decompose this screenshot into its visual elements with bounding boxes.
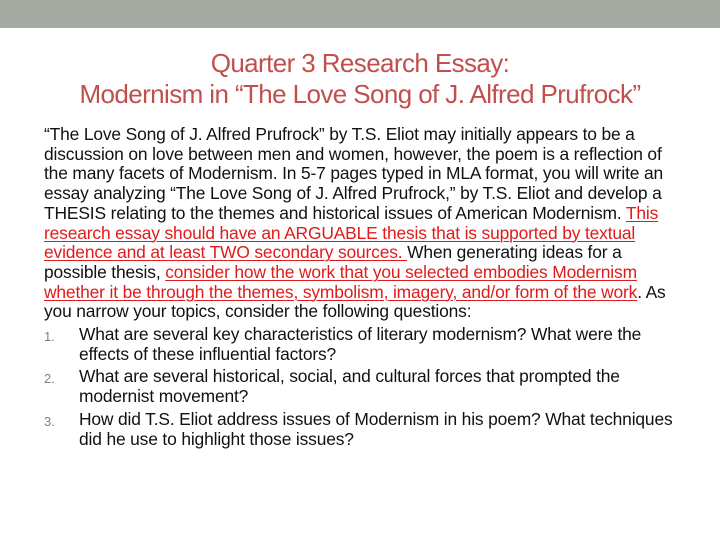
intro-paragraph — [44, 125, 684, 322]
list-item — [44, 367, 684, 406]
question-list — [44, 325, 684, 449]
intro-text-3: . As you narrow your topics, consider the following questions: — [44, 281, 666, 322]
intro-text-2: When generating ideas for a possible thesis, — [44, 242, 622, 282]
list-item-number: 2. — [44, 371, 55, 387]
intro-text-1: “The Love Song of J. Alfred Prufrock” by T.S. Eliot may initially appears to be a discussion on love between men and women, however, the poem is a reflection of the many facets of Modernism. In 5-7 pages typed in MLA format, you will write an essay analyzing “The Love Song of J. Alfred Prufrock,” by T.S. Eliot and develop a THESIS relating to the themes and historical issues of American Modernism. — [44, 124, 664, 223]
list-item-text: What are several key characteristics of literary modernism? What were the effects of these influential factors? — [79, 324, 642, 364]
list-item — [44, 325, 684, 364]
highlighted-instruction: consider how the work that you selected embodies Modernism whether it be through the themes, symbolism, imagery, and/or form of the work — [44, 261, 638, 302]
list-item — [44, 410, 684, 449]
slide-title-line-2: Modernism in “The Love Song of J. Alfred Prufrock” — [79, 79, 641, 109]
list-item-text: How did T.S. Eliot address issues of Modernism in his poem? What techniques did he use to highlight those issues? — [79, 408, 673, 449]
list-item-number: 3. — [44, 413, 55, 429]
list-item-number: 1. — [44, 329, 55, 345]
highlighted-requirement: This research essay should have an ARGUABLE thesis that is supported by textual evidence and at least TWO secondary sources. — [44, 202, 659, 263]
slide-title-line-1: Quarter 3 Research Essay: — [210, 48, 510, 78]
list-item-text: What are several historical, social, and cultural forces that prompted the modernist movement? — [79, 366, 620, 407]
slide-title — [0, 48, 720, 110]
top-decorative-bar — [0, 0, 720, 28]
slide-body — [44, 125, 684, 449]
